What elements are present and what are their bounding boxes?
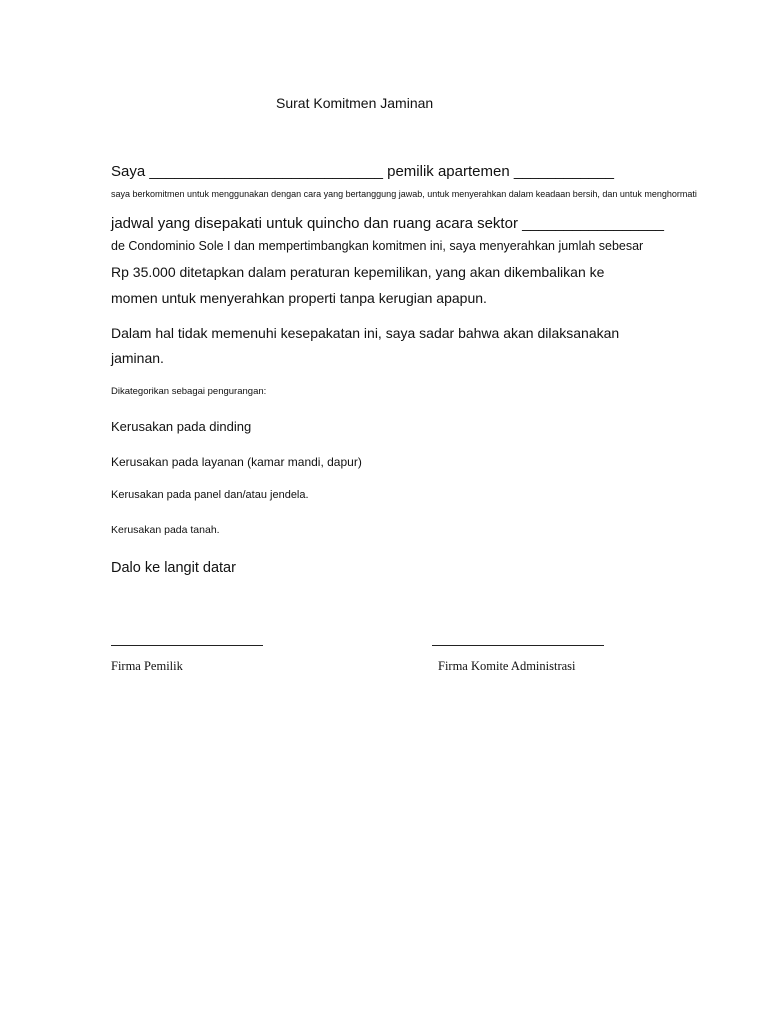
deduction-item: Kerusakan pada dinding xyxy=(111,419,252,434)
commitment-line: saya berkomitmen untuk menggunakan dengan cara yang bertanggung jawab, untuk menyerahkan dalam keadaan bersih, dan untuk menghormati xyxy=(111,189,697,199)
document-title: Surat Komitmen Jaminan xyxy=(276,95,434,111)
schedule-line: jadwal yang disepakati untuk quincho dan ruang acara sektor _________________ xyxy=(111,215,664,232)
owner-declaration-line: Saya ____________________________ pemilik apartemen ____________ xyxy=(111,163,614,180)
closing-line: Dalo ke langit datar xyxy=(111,560,236,576)
owner-signature-label: Firma Pemilik xyxy=(111,659,183,673)
breach-line: Dalam hal tidak memenuhi kesepakatan ini, saya sadar bahwa akan dilaksanakan xyxy=(111,325,620,341)
committee-signature-rule xyxy=(432,645,604,646)
owner-signature-rule xyxy=(111,645,263,646)
guarantee-line: jaminan. xyxy=(111,350,164,366)
amount-line: Rp 35.000 ditetapkan dalam peraturan kepemilikan, yang akan dikembalikan ke xyxy=(111,264,605,280)
deduction-item: Kerusakan pada tanah. xyxy=(111,524,220,536)
deductions-heading: Dikategorikan sebagai pengurangan: xyxy=(111,386,267,397)
deduction-item: Kerusakan pada panel dan/atau jendela. xyxy=(111,489,309,501)
return-line: momen untuk menyerahkan properti tanpa kerugian apapun. xyxy=(111,290,487,306)
condominium-line: de Condominio Sole I dan mempertimbangkan komitmen ini, saya menyerahkan jumlah sebesar xyxy=(111,239,644,253)
committee-signature-label: Firma Komite Administrasi xyxy=(438,659,576,673)
deduction-item: Kerusakan pada layanan (kamar mandi, dapur) xyxy=(111,455,362,469)
